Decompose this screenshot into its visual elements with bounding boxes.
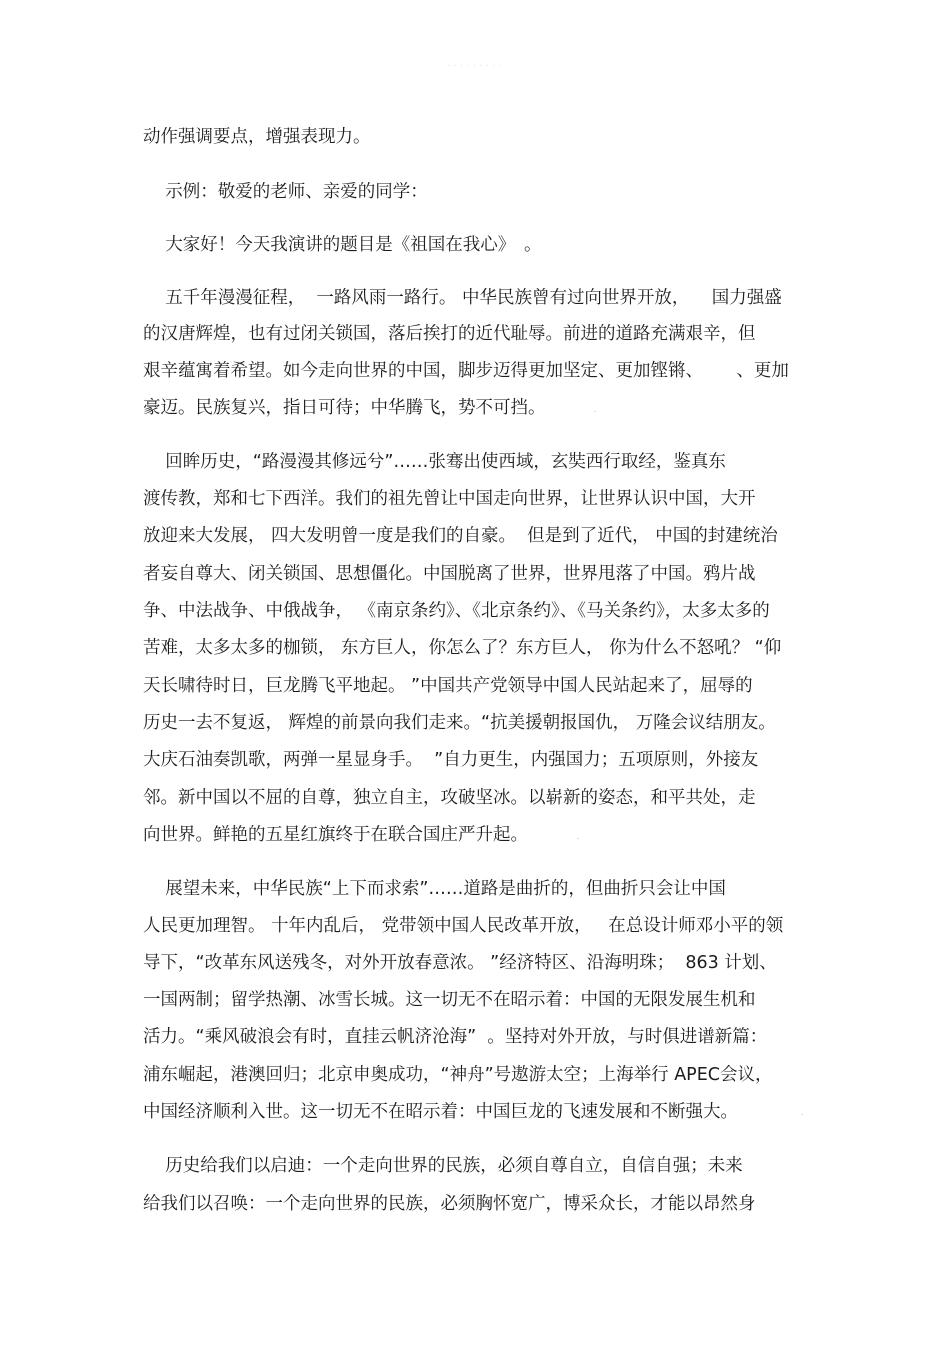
text-line: 大家好！今天我演讲的题目是《祖国在我心》 。 — [143, 235, 542, 255]
header-watermark: · · · · · · · · · — [447, 62, 503, 70]
text-line: 争、中法战争、中俄战争， 《南京条约》、《北京条约》、《马关条约》，太多太多的 — [143, 601, 770, 621]
text-line: 向世界。鲜艳的五星红旗终于在联合国庄严升起。 — [143, 825, 528, 845]
text-line: 历史一去不复返， 辉煌的前景向我们走来。“抗美援朝报国仇， 万隆会议结朋友。 — [143, 713, 776, 733]
text-line: 浦东崛起，港澳回归；北京申奥成功，“神舟”号遨游太空；上海举行 APEC会议， — [143, 1065, 773, 1085]
text-line: 导下，“改革东风送残冬，对外开放春意浓。 ”经济特区、沿海明珠； 863 计划、 — [143, 953, 777, 973]
text-line: 动作强调要点，增强表现力。 — [143, 127, 371, 147]
text-line: 大庆石油奏凯歌，两弹一星显身手。 ”自力更生，内强国力；五项原则，外接友 — [143, 750, 759, 770]
text-line: 苦难，太多太多的枷锁， 东方巨人，你怎么了？东方巨人， 你为什么不怒吼？ “仰 — [143, 638, 782, 658]
text-line: 者妄自尊大、闭关锁国、思想僵化。中国脱离了世界，世界甩落了中国。鸦片战 — [143, 564, 756, 584]
text-line: 五千年漫漫征程， 一路风雨一路行。 中华民族曾有过向世界开放， 国力强盛 — [143, 288, 782, 308]
scan-speck — [594, 411, 596, 412]
text-line: 中国经济顺利入世。这一切无不在昭示着：中国巨龙的飞速发展和不断强大。 — [143, 1102, 738, 1122]
text-line: 艰辛蕴寓着希望。如今走向世界的中国，脚步迈得更加坚定、更加铿锵、 、更加 — [143, 361, 789, 381]
text-line: 天长啸待时日，巨龙腾飞平地起。 ”中国共产党领导中国人民站起来了，屈辱的 — [143, 676, 753, 696]
text-line: 一国两制；留学热潮、冰雪长城。这一切无不在昭示着：中国的无限发展生机和 — [143, 990, 756, 1010]
text-line: 历史给我们以启迪：一个走向世界的民族，必须自尊自立，自信自强；未来 — [143, 1156, 743, 1176]
text-line: 展望未来，中华民族“上下而求索”……道路是曲折的，但曲折只会让中国 — [143, 879, 726, 899]
text-line: 豪迈。民族复兴，指日可待；中华腾飞，势不可挡。 — [143, 398, 546, 418]
text-line: 渡传教，郑和七下西洋。我们的祖先曾让中国走向世界，让世界认识中国，大开 — [143, 489, 756, 509]
text-line: 给我们以召唤：一个走向世界的民族，必须胸怀宽广，博采众长，才能以昂然身 — [143, 1194, 756, 1214]
text-line: 邻。新中国以不屈的自尊，独立自主，攻破坚冰。以崭新的姿态，和平共处，走 — [143, 788, 756, 808]
text-line: 的汉唐辉煌，也有过闭关锁国，落后挨打的近代耻辱。前进的道路充满艰辛，但 — [143, 324, 756, 344]
text-line: 放迎来大发展， 四大发明曾一度是我们的自豪。 但是到了近代， 中国的封建统治 — [143, 526, 778, 546]
text-line: 人民更加理智。 十年内乱后， 党带领中国人民改革开放， 在总设计师邓小平的领 — [143, 916, 784, 936]
text-line: 回眸历史，“路漫漫其修远兮”……张骞出使西域，玄奘西行取经，鉴真东 — [143, 452, 726, 472]
text-line: 示例：敬爱的老师、亲爱的同学： — [143, 182, 428, 202]
scan-speck — [577, 838, 579, 839]
text-line: 活力。“乘风破浪会有时，直挂云帆济沧海” 。坚持对外开放，与时俱进谱新篇： — [143, 1027, 768, 1047]
scan-speck — [801, 1114, 803, 1115]
